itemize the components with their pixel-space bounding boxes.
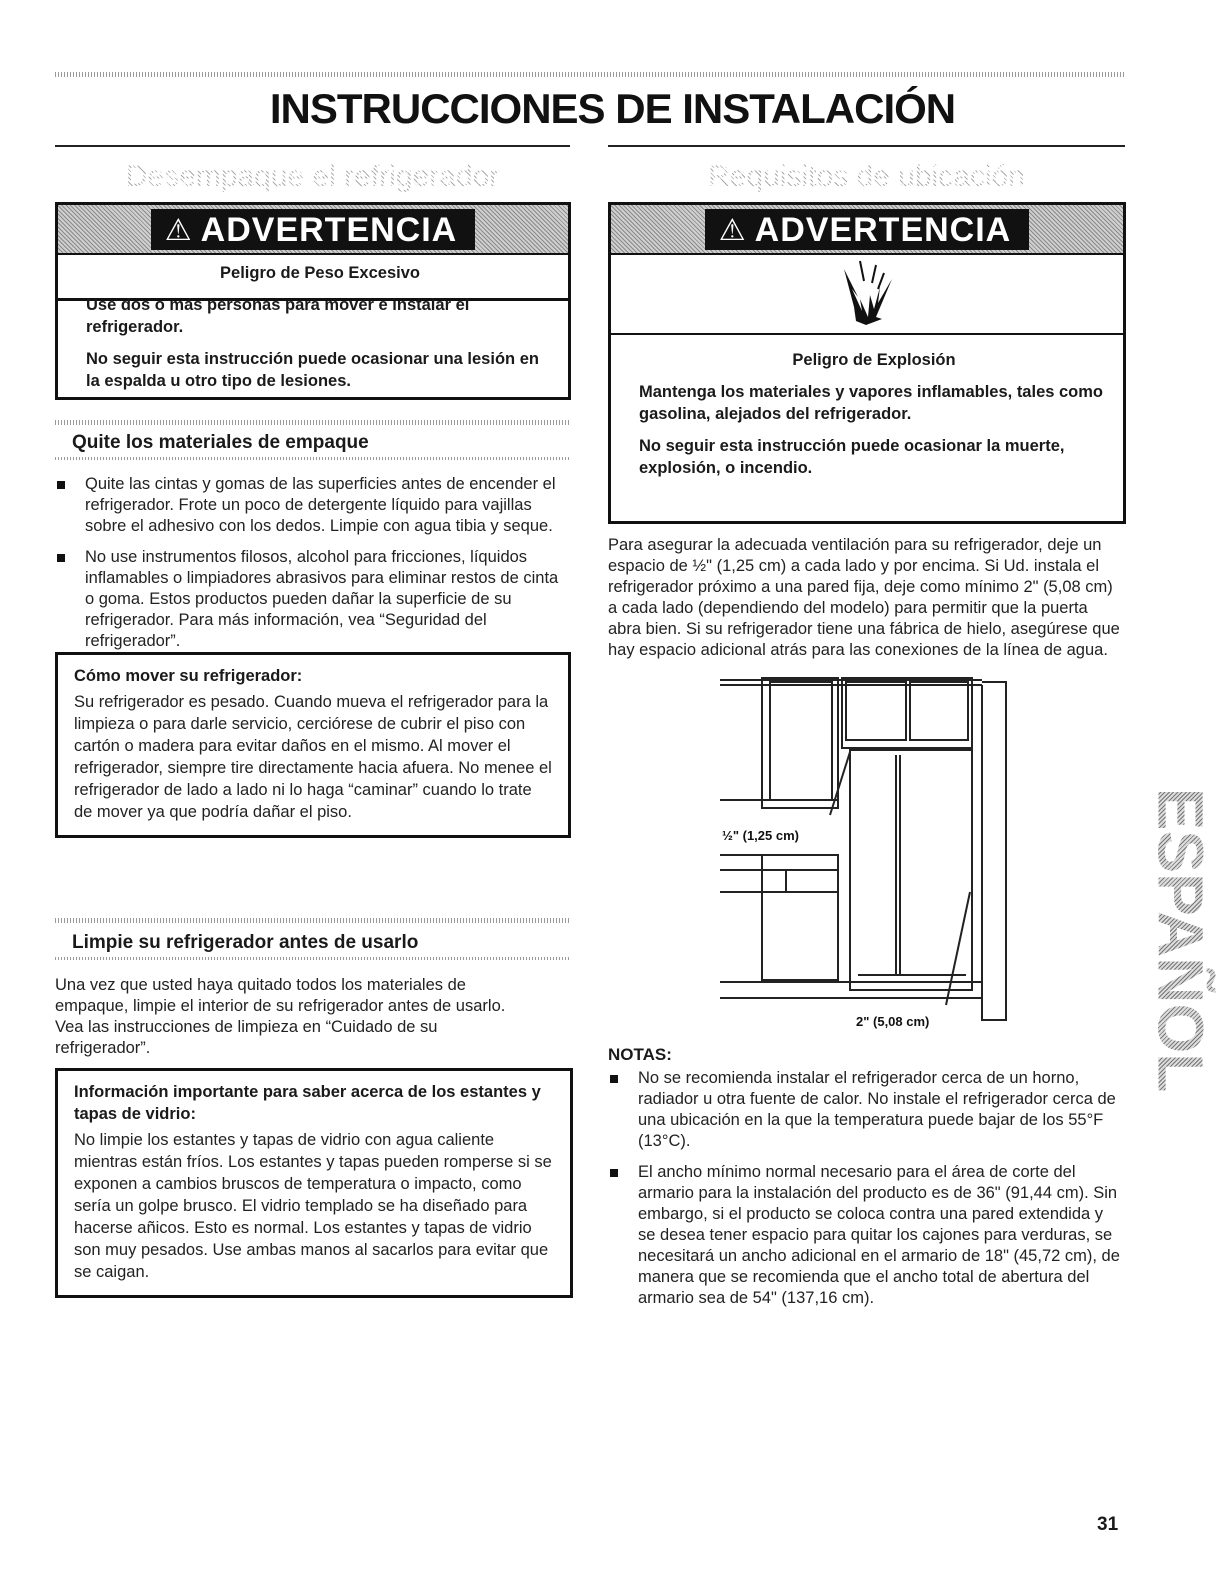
clearance-label-top: ½" (1,25 cm) [722,828,799,843]
warning-banner [58,205,568,255]
explosion-icon [836,259,896,329]
ventilation-paragraph: Para asegurar la adecuada ventilación para su refrigerador, deje un espacio de ½" (1,25 cm) a cada lado y por encima. Si Ud. instala el refrigerador próximo a una pared fija, deje como mínimo 2" (5,08 cm) a cada lado (dependiendo del modelo) para permitir que la puerta abra bien. Si su refrigerador tiene una fábrica de hielo, asegúrese que hay espacio adicional atrás para las conexiones de la línea de agua. [608,536,1120,659]
glass-info-box [55,1068,573,1298]
info-box-text: No limpie los estantes y tapas de vidrio con agua caliente mientras están fríos. Los estantes y tapas pueden romperse si se exponen a cambios bruscos de temperatura o impacto, como sería un golpe brusco. El vidrio templado se ha diseñado para hacerse añicos. Esto es normal. Los estantes y tapas de vidrio son muy pesados. Use ambas manos al sacarlos para evitar que se caigan. [74,1131,552,1281]
warning-banner-label: ADVERTENCIA [754,210,1012,249]
divider [55,918,570,923]
info-box-title: Cómo mover su refrigerador: [74,667,303,685]
warning-triangle-icon: ⚠ [718,213,747,247]
right-rule [608,145,1125,147]
installation-clearance-diagram [720,660,1020,1029]
notes-bullet-list [608,1068,1120,1319]
clearance-label-bottom: 2" (5,08 cm) [856,1014,930,1029]
right-section-heading: Requisitos de ubicación [608,160,1125,194]
left-section-heading: Desempaque el refrigerador [55,160,570,194]
top-dotted-rule [55,72,1125,77]
explosion-warning-box [608,202,1126,524]
page-title: INSTRUCCIONES DE INSTALACIÓN [269,85,956,132]
info-box-text: Su refrigerador es pesado. Cuando mueva el refrigerador para la limpieza o para darle servicio, cerciórese de cubrir el piso con cartón o madera para evitar daños en el mismo. Al mover el refrigerador, siempre tire directamente hacia afuera. No menee el refrigerador de lado a lado ni lo haga “caminar” cuando lo trate de mover ya que podría dañar el piso. [74,693,552,821]
language-side-tab [1144,787,1216,1093]
list-item: El ancho mínimo normal necesario para el área de corte del armario para la instalación del producto es de 36" (91,44 cm). Sin embargo, si el producto se coloca contra una pared extendida y se desea tener espacio para quitar los cajones para verduras, se necesitará un ancho adicional en el armario de 18" (45,72 cm), de manera que se recomienda que el ancho total de abertura del armario sea de 54" (137,16 cm). [608,1162,1120,1309]
warning-triangle-icon: ⚠ [164,213,193,247]
list-item: No se recomienda instalar el refrigerador cerca de un horno, radiador u otra fuente de calor. No instale el refrigerador cerca de una ubicación en la que la temperatura puede bajar de los 55°F (13°C). [608,1068,1120,1152]
warning-hazard: Peligro de Peso Excesivo [220,264,420,282]
warning-instruction: Mantenga los materiales y vapores inflamables, tales como gasolina, alejados del refrigerador. [639,383,1104,423]
weight-warning-body [55,252,571,400]
moving-info-box [55,652,571,838]
warning-consequence: No seguir esta instrucción puede ocasionar una lesión en la espalda u otro tipo de lesiones. [86,350,539,390]
list-item: Quite las cintas y gomas de las superficies antes de encender el refrigerador. Frote un poco de detergente líquido para vajillas sobre el adhesivo con los dedos. Limpie con agua tibia y seque. [55,474,570,537]
page-number: 31 [1097,1514,1119,1535]
notes-title: NOTAS: [608,1045,672,1064]
warning-instruction: Use dos o más personas para mover e instalar el refrigerador. [86,296,470,336]
warning-hazard: Peligro de Explosión [792,351,956,369]
list-item: No use instrumentos filosos, alcohol para fricciones, líquidos inflamables o limpiadores abrasivos para eliminar restos de cinta o goma. Estos productos pueden dañar la superficie de su refrigerador. Para más información, vea “Seguridad del refrigerador”. [55,547,570,652]
explosion-icon-area [611,255,1123,335]
side-tab-label: ESPAÑOL [1144,787,1216,1093]
divider [55,457,570,460]
info-box-title: Información importante para saber acerca de los estantes y tapas de vidrio: [74,1083,541,1123]
subsection-title: Limpie su refrigerador antes de usarlo [72,932,419,953]
warning-consequence: No seguir esta instrucción puede ocasionar la muerte, explosión, o incendio. [639,437,1065,477]
warning-banner-label: ADVERTENCIA [200,210,458,249]
packaging-bullet-list [55,474,570,662]
left-rule [55,145,570,147]
warning-banner [611,205,1123,255]
subsection-title: Quite los materiales de empaque [72,432,369,453]
divider [55,420,570,425]
divider [55,957,570,960]
clean-paragraph: Una vez que usted haya quitado todos los materiales de empaque, limpie el interior de su refrigerador antes de usarlo. Vea las instrucciones de limpieza en “Cuidado de su refrigerador”. [55,976,506,1057]
